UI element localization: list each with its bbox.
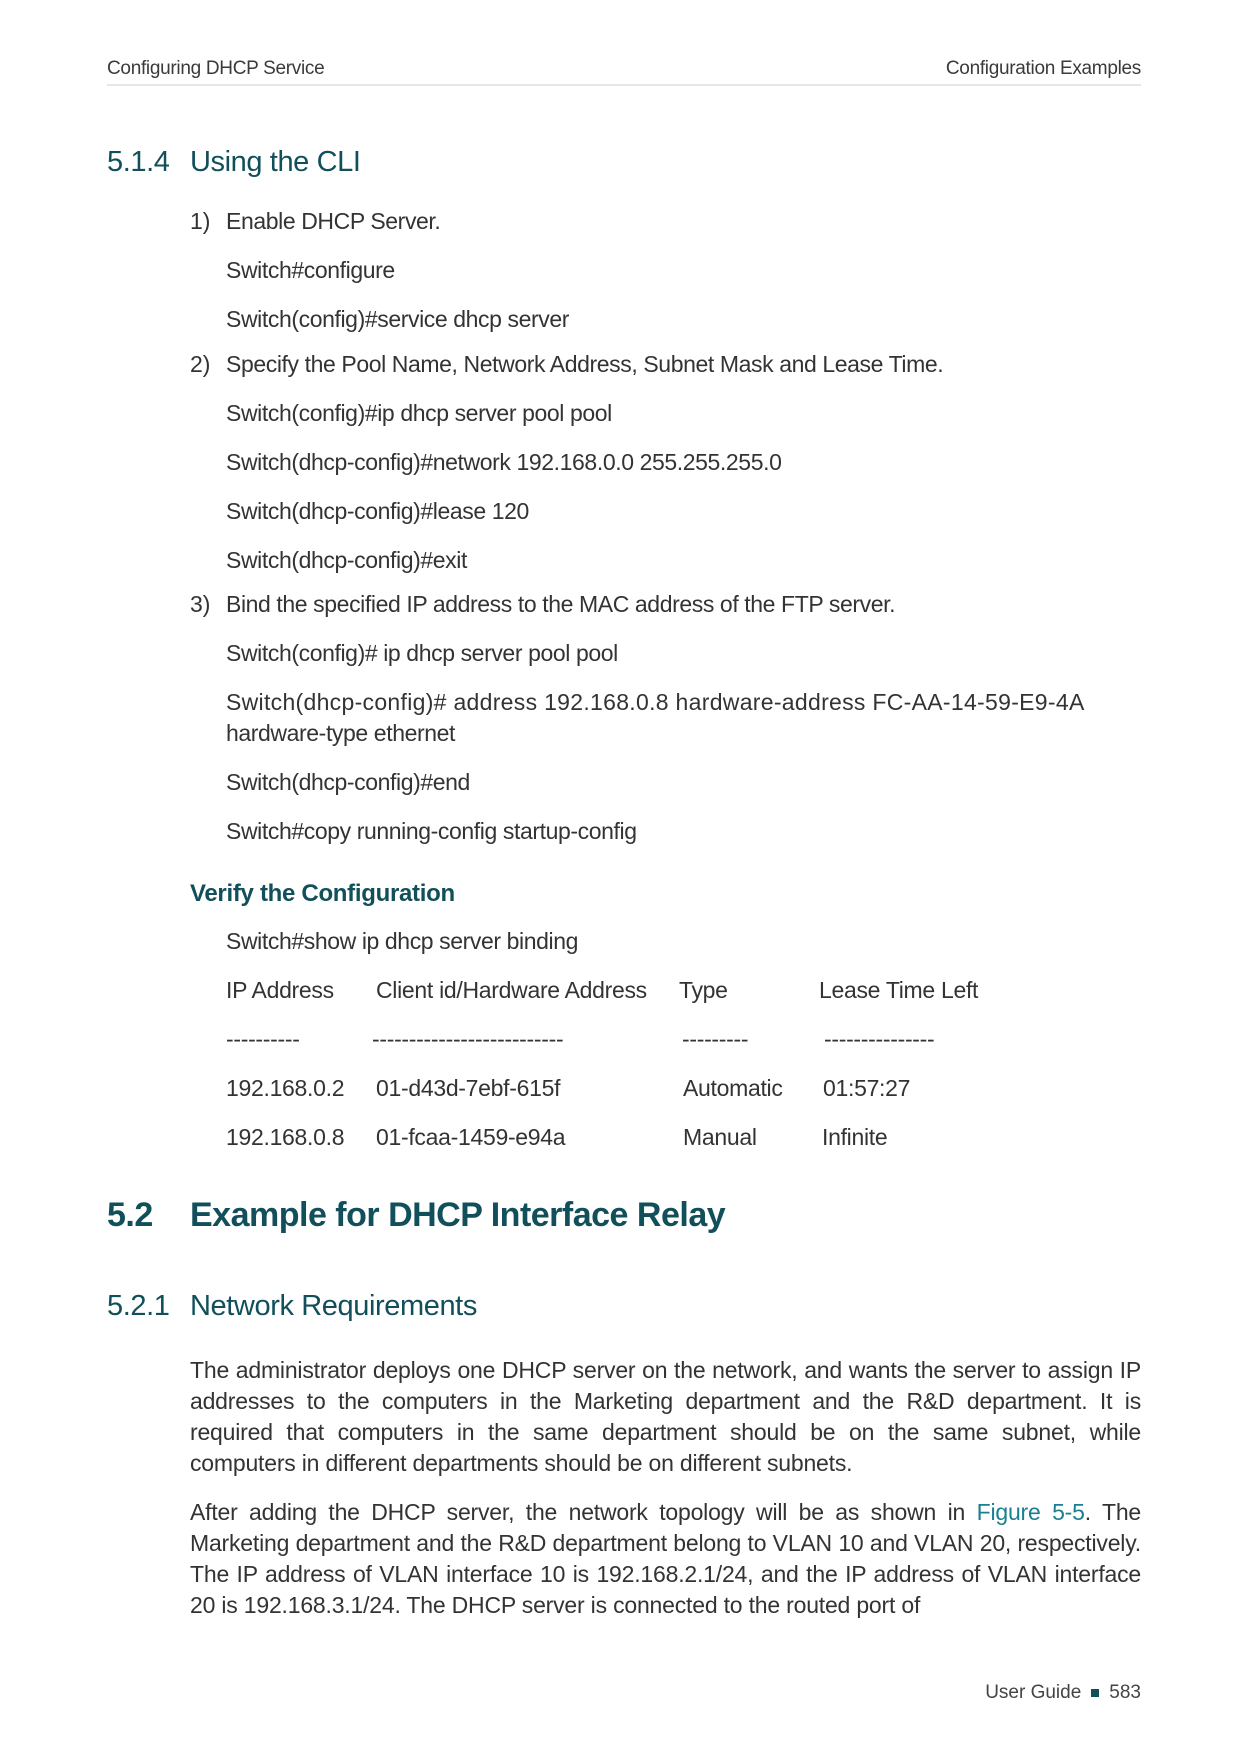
section-heading-5-1-4 [107, 146, 361, 179]
table-row [226, 1124, 1126, 1154]
footer-label: User Guide [985, 1682, 1082, 1703]
figure-link[interactable]: Figure 5-5 [976, 1499, 1085, 1525]
verify-heading: Verify the Configuration [190, 880, 455, 907]
paragraph-topology [190, 1497, 1141, 1621]
page-number: 583 [1109, 1682, 1141, 1703]
section-title: Using the CLI [190, 146, 361, 178]
cli-command: Switch#configure [226, 257, 395, 283]
cell-lease: Infinite [822, 1124, 888, 1150]
header-section: Configuration Examples [945, 58, 1141, 79]
column-header-ip: IP Address [226, 977, 334, 1003]
page-header [107, 56, 1141, 86]
section-heading-5-2 [107, 1196, 725, 1235]
cli-command: Switch(config)#service dhcp server [226, 306, 570, 332]
step-text: Enable DHCP Server. [226, 208, 441, 234]
binding-table-header [226, 977, 1126, 1007]
step-text: Bind the specified IP address to the MAC address of the FTP server. [226, 591, 896, 617]
cli-command: Switch(dhcp-config)#end [226, 769, 470, 795]
column-header-client-id: Client id/Hardware Address [376, 977, 647, 1003]
cell-client-id: 01-d43d-7ebf-615f [376, 1075, 561, 1101]
paragraph-text: After adding the DHCP server, the network topology will be as shown in [190, 1499, 977, 1525]
step-text: Specify the Pool Name, Network Address, Subnet Mask and Lease Time. [226, 351, 944, 377]
separator: --------------- [824, 1026, 935, 1052]
step-number: 2) [190, 351, 211, 377]
header-chapter: Configuring DHCP Service [107, 58, 325, 79]
cli-command: Switch#copy running-config startup-config [226, 818, 637, 844]
column-header-type: Type [679, 977, 728, 1003]
section-number: 5.2.1 [107, 1290, 170, 1322]
section-title: Network Requirements [190, 1290, 477, 1322]
separator: --------- [682, 1026, 749, 1052]
table-row [226, 1075, 1126, 1105]
column-header-lease: Lease Time Left [819, 977, 979, 1003]
step-number: 1) [190, 208, 211, 234]
section-heading-5-2-1 [107, 1290, 477, 1323]
cell-type: Automatic [683, 1075, 783, 1101]
step-number: 3) [190, 591, 211, 617]
separator: -------------------------- [372, 1026, 564, 1052]
section-title: Example for DHCP Interface Relay [190, 1196, 726, 1234]
cell-client-id: 01-fcaa-1459-e94a [376, 1124, 566, 1150]
paragraph-requirements: The administrator deploys one DHCP server on the network, and wants the server to assign IP addresses to the computers in the Marketing department and the R&D department. It is required that computers in the same department should be on the same subnet, while computers in different departments should be on different subnets. [190, 1357, 1141, 1476]
page-footer [985, 1682, 1141, 1704]
cell-ip: 192.168.0.8 [226, 1124, 345, 1150]
cli-command: Switch(dhcp-config)# address 192.168.0.8 hardware-address FC-AA-14-59-E9-4A [226, 689, 1085, 715]
square-bullet-icon [1091, 1689, 1099, 1697]
cli-command: Switch(config)# ip dhcp server pool pool [226, 640, 618, 666]
cli-command: Switch(dhcp-config)#network 192.168.0.0 255.255.255.0 [226, 449, 782, 475]
cell-type: Manual [683, 1124, 757, 1150]
binding-table-separator [226, 1026, 1126, 1056]
paragraph-text: . The Marketing department and the R&D department belong to VLAN 10 and VLAN 20, respectively. The IP address of VLAN interface 10 is 192.168.2.1/24, and the IP address of VLAN interface 20 is 192.168.3.1/24. The DHCP server is connected to the routed port of [190, 1499, 1141, 1618]
cli-command: Switch(dhcp-config)#lease 120 [226, 498, 529, 524]
separator: ---------- [226, 1026, 300, 1052]
cell-lease: 01:57:27 [823, 1075, 911, 1101]
section-number: 5.1.4 [107, 146, 170, 178]
cli-command: Switch#show ip dhcp server binding [226, 928, 579, 954]
cli-command-continuation: hardware-type ethernet [226, 720, 456, 746]
section-number: 5.2 [107, 1196, 153, 1234]
cli-command: Switch(dhcp-config)#exit [226, 547, 467, 573]
cli-command: Switch(config)#ip dhcp server pool pool [226, 400, 612, 426]
cell-ip: 192.168.0.2 [226, 1075, 345, 1101]
